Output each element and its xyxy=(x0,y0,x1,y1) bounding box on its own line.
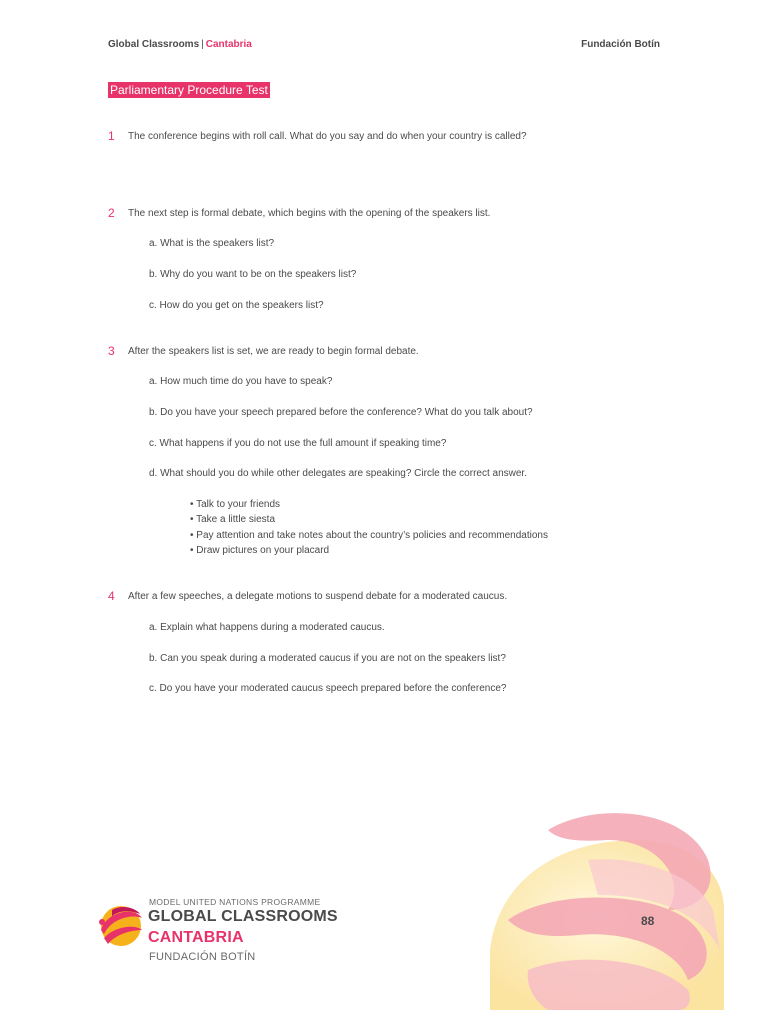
sub-question: b. Can you speak during a moderated caucus if you are not on the speakers list? xyxy=(149,653,506,664)
logo-tagline: MODEL UNITED NATIONS PROGRAMME xyxy=(149,897,321,907)
globe-ribbon-decoration xyxy=(488,800,728,1010)
answer-option: • Take a little siesta xyxy=(190,514,276,525)
logo-title: GLOBAL CLASSROOMS xyxy=(148,908,338,925)
answer-option: • Pay attention and take notes about the country’s policies and recommendations xyxy=(190,530,548,541)
sub-question: c. What happens if you do not use the full amount if speaking time? xyxy=(149,438,447,449)
sub-question: c. Do you have your moderated caucus speech prepared before the conference? xyxy=(149,683,507,694)
program-logo xyxy=(96,892,356,972)
answer-option: • Draw pictures on your placard xyxy=(190,545,330,556)
page-number: 88 xyxy=(641,914,655,928)
sub-question: a. Explain what happens during a moderated caucus. xyxy=(149,622,385,633)
page-header xyxy=(108,39,660,53)
header-left xyxy=(108,39,252,50)
answer-option: • Talk to your friends xyxy=(190,499,281,510)
sub-question: c. How do you get on the speakers list? xyxy=(149,300,324,311)
logo-foundation: FUNDACIÓN BOTÍN xyxy=(149,951,256,963)
sub-question: b. Why do you want to be on the speakers list? xyxy=(149,269,357,280)
page-title: Parliamentary Procedure Test xyxy=(110,83,268,97)
question-number: 1 xyxy=(108,129,115,143)
header-foundation: Fundación Botín xyxy=(581,39,660,50)
header-separator: | xyxy=(201,39,204,50)
globe-logo-icon xyxy=(96,900,146,950)
question-text: After a few speeches, a delegate motions to suspend debate for a moderated caucus. xyxy=(128,591,508,602)
sub-question: a. How much time do you have to speak? xyxy=(149,376,333,387)
question-text: The conference begins with roll call. What do you say and do when your country is called? xyxy=(128,131,527,142)
question-text: The next step is formal debate, which begins with the opening of the speakers list. xyxy=(128,208,491,219)
header-region: Cantabria xyxy=(205,39,252,50)
logo-region: CANTABRIA xyxy=(148,929,244,946)
header-program-name: Global Classrooms xyxy=(108,39,200,50)
question-number: 4 xyxy=(108,589,115,603)
sub-question: a. What is the speakers list? xyxy=(149,238,275,249)
question-number: 2 xyxy=(108,206,115,220)
sub-question: b. Do you have your speech prepared before the conference? What do you talk about? xyxy=(149,407,533,418)
question-text: After the speakers list is set, we are ready to begin formal debate. xyxy=(128,346,419,357)
sub-question: d. What should you do while other delegates are speaking? Circle the correct answer. xyxy=(149,468,527,479)
question-number: 3 xyxy=(108,344,115,358)
